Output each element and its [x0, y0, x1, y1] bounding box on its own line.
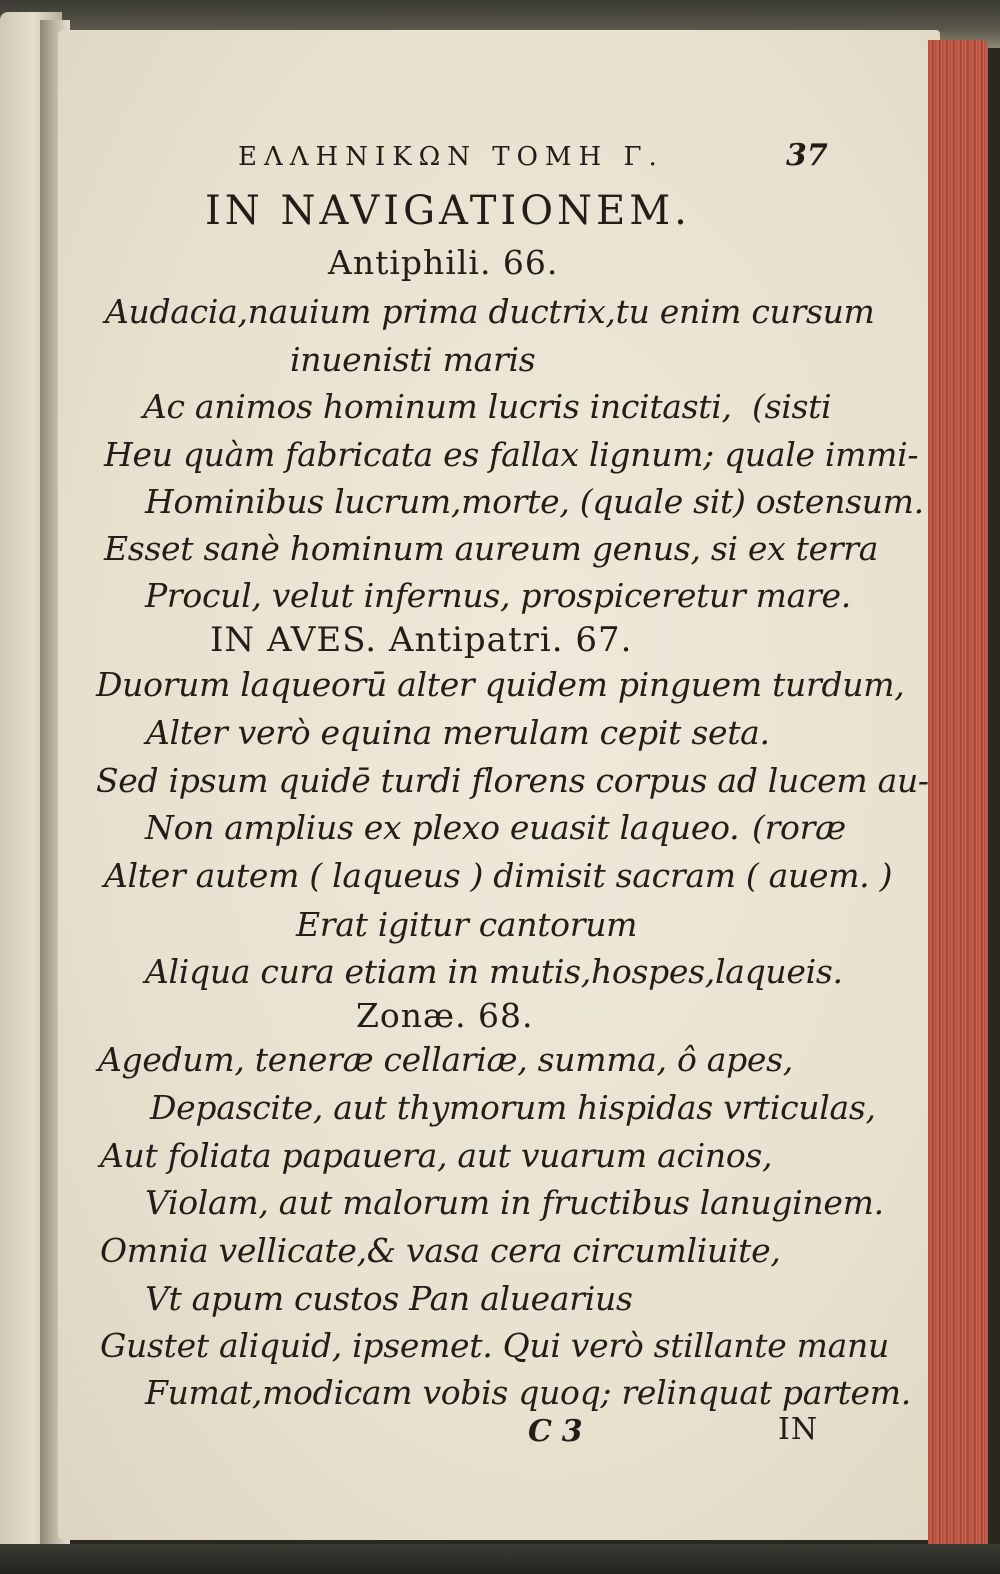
verse-line: inuenisti maris — [290, 340, 536, 379]
section-heading: IN AVES. Antipatri. 67. — [210, 620, 633, 660]
verse-line: Agedum, teneræ cellariæ, summa, ô apes, — [98, 1040, 793, 1079]
section-heading: IN NAVIGATIONEM. — [205, 188, 691, 234]
signature-mark: C 3 — [528, 1414, 583, 1449]
verse-line: Audacia,nauium prima ductrix,tu enim cursum — [105, 292, 875, 331]
verse-line: Erat igitur cantorum — [296, 905, 638, 944]
verse-line: Aliqua cura etiam in mutis,hospes,laqueis. — [145, 952, 843, 991]
verse-line: Procul, velut infernus, prospiceretur mare. — [145, 576, 851, 615]
verse-line: Duorum laqueorū alter quidem pinguem turdum, — [96, 665, 905, 704]
section-subheading: Zonæ. 68. — [356, 996, 534, 1035]
verse-line-turnover: (sisti — [752, 387, 832, 426]
verse-line: Vt apum custos Pan aluearius — [145, 1279, 633, 1318]
verse-line: Non amplius ex plexo euasit laqueo. — [145, 808, 740, 847]
verse-line: Alter autem ( laqueus ) dimisit sacram ( auem. ) — [104, 856, 893, 895]
verse-line: Violam, aut malorum in fructibus lanuginem. — [145, 1183, 884, 1222]
verse-line: Depascite, aut thymorum hispidas vrticulas, — [150, 1088, 876, 1127]
verse-line: Sed ipsum quidē turdi florens corpus ad lucem au- — [96, 761, 929, 800]
verse-line: Aut foliata papauera, aut vuarum acinos, — [100, 1136, 773, 1175]
verse-line: Heu quàm fabricata es fallax lignum; quale immi- — [104, 435, 919, 474]
verse-line: Fumat,modicam vobis quoq; relinquat partem. — [145, 1373, 911, 1412]
verse-line: Ac animos hominum lucris incitasti, — [143, 387, 732, 426]
verse-line: Omnia vellicate,& vasa cera circumliuite, — [100, 1231, 781, 1270]
section-subheading: Antiphili. 66. — [328, 243, 559, 282]
catchword: IN — [778, 1412, 819, 1447]
verse-line-turnover: (roræ — [752, 808, 846, 847]
page-number: 37 — [786, 138, 828, 173]
verse-line: Gustet aliquid, ipsemet. Qui verò stillante manu — [100, 1326, 889, 1365]
verse-line: Alter verò equina merulam cepit seta. — [146, 713, 770, 752]
verse-line: Hominibus lucrum,morte, (quale sit) ostensum. — [145, 482, 924, 521]
running-head-title: ΕΛΛΗΝΙΚΩΝ ΤΟΜΗ Γ. — [238, 142, 664, 172]
verse-line: Esset sanè hominum aureum genus, si ex terra — [104, 529, 879, 568]
